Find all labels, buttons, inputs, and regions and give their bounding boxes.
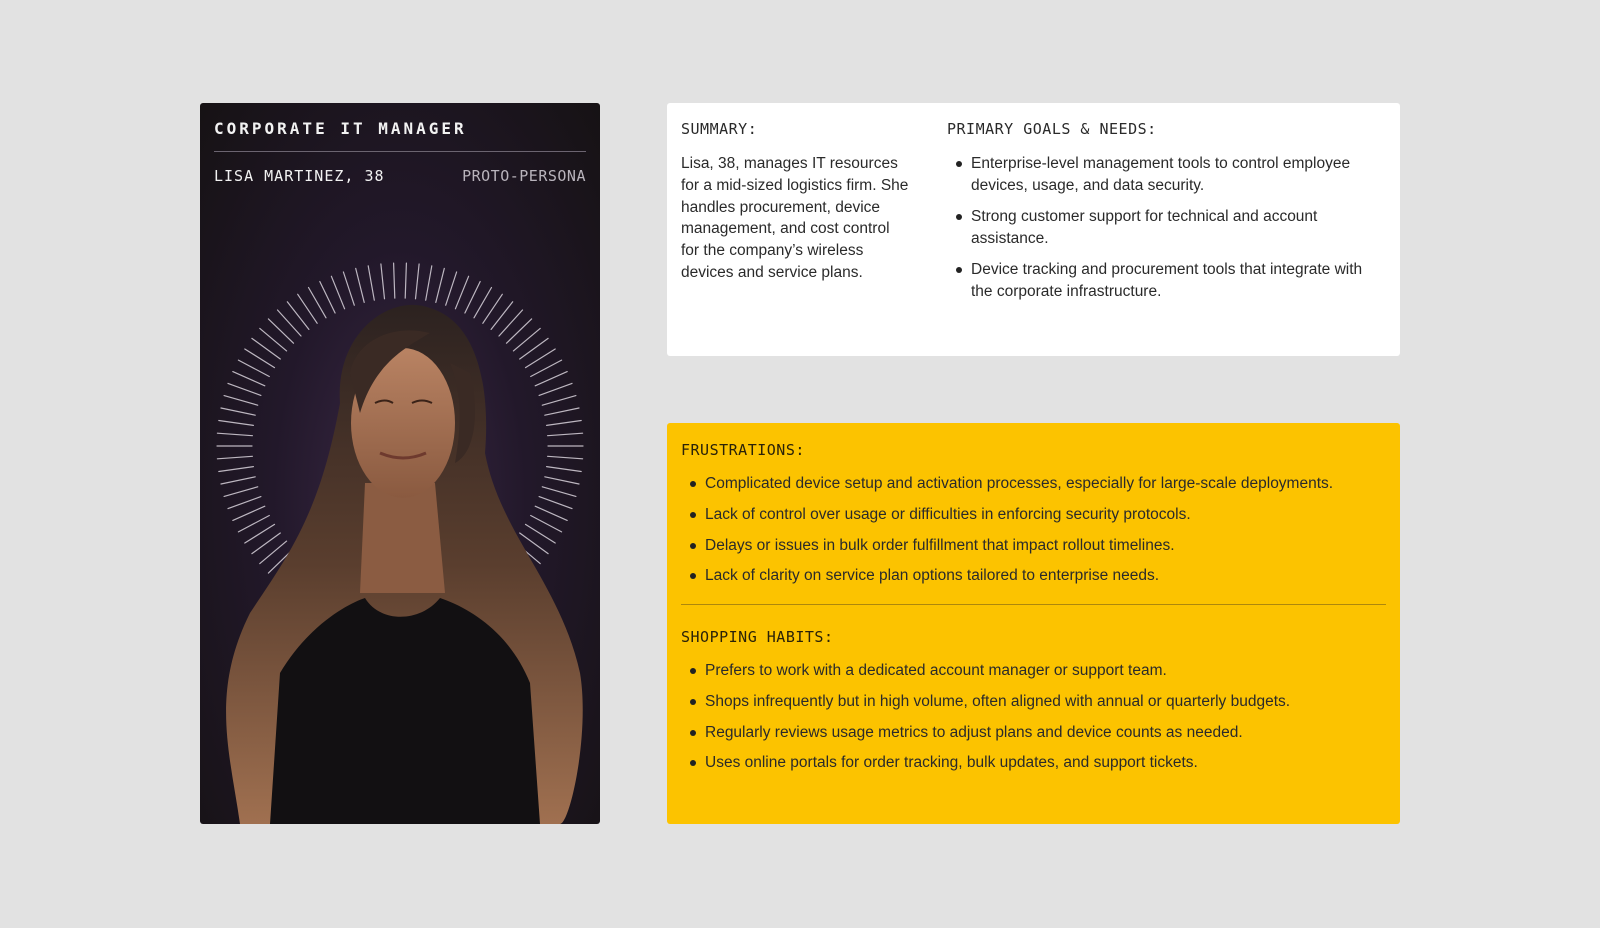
- sunburst-ray: [238, 516, 269, 532]
- sunburst-ray: [547, 467, 582, 472]
- sunburst-ray: [405, 263, 406, 298]
- sunburst-ray: [217, 433, 252, 436]
- portrait-neck: [360, 483, 445, 593]
- sunburst-ray: [381, 264, 385, 299]
- habits-list: [681, 660, 1391, 783]
- sunburst-ray: [542, 487, 576, 497]
- sunburst-ray: [233, 372, 265, 386]
- sunburst-ray: [446, 272, 457, 305]
- sunburst-ray: [394, 263, 395, 298]
- sunburst-ray: [219, 421, 254, 426]
- habits-heading: SHOPPING HABITS:: [681, 628, 834, 646]
- sunburst-ray: [217, 456, 252, 459]
- sunburst-ray: [238, 360, 269, 376]
- persona-title: CORPORATE IT MANAGER: [214, 119, 467, 138]
- persona-name: LISA MARTINEZ, 38: [214, 167, 385, 185]
- habit-item: Regularly reviews usage metrics to adjust plans and device counts as needed.: [681, 722, 1391, 744]
- goals-list: [947, 153, 1387, 312]
- habit-item: Uses online portals for order tracking, bulk updates, and support tickets.: [681, 752, 1391, 774]
- sunburst-ray: [539, 497, 572, 509]
- goal-item: Device tracking and procurement tools that integrate with the corporate infrastructure.: [947, 259, 1387, 303]
- frustrations-card: [667, 423, 1400, 824]
- sunburst-ray: [545, 477, 579, 484]
- sunburst-ray: [426, 266, 432, 300]
- sunburst-ray: [455, 276, 468, 309]
- sunburst-ray: [221, 408, 255, 415]
- frustration-item: Lack of clarity on service plan options tailored to enterprise needs.: [681, 565, 1391, 587]
- goals-heading: PRIMARY GOALS & NEEDS:: [947, 120, 1157, 138]
- sunburst-ray: [228, 497, 261, 509]
- sunburst-ray: [465, 282, 480, 314]
- summary-text: Lisa, 38, manages IT resources for a mid-sized logistics firm. She handles procurement, device management, and cost control for the company’s wireless devices and service plans.: [681, 155, 909, 281]
- frustrations-list: [681, 473, 1391, 596]
- frustration-item: Lack of control over usage or difficulties in enforcing security protocols.: [681, 504, 1391, 526]
- persona-type-label: PROTO-PERSONA: [462, 167, 586, 185]
- sunburst-ray: [547, 421, 582, 426]
- sunburst-ray: [233, 506, 265, 520]
- frustrations-heading: FRUSTRATIONS:: [681, 441, 805, 459]
- sunburst-ray: [320, 282, 335, 314]
- goal-item: Strong customer support for technical and account assistance.: [947, 206, 1387, 250]
- sunburst-ray: [548, 456, 583, 459]
- sunburst-ray: [221, 477, 255, 484]
- sunburst-ray: [224, 396, 258, 406]
- sunburst-ray: [542, 396, 576, 406]
- sunburst-ray: [416, 264, 420, 299]
- sunburst-ray: [436, 268, 445, 302]
- sunburst-ray: [228, 383, 261, 395]
- sunburst-ray: [535, 506, 567, 520]
- sunburst-ray: [531, 516, 562, 532]
- sunburst-ray: [224, 487, 258, 497]
- sunburst-ray: [539, 383, 572, 395]
- sunburst-ray: [548, 433, 583, 436]
- sunburst-ray: [343, 272, 354, 305]
- section-divider: [681, 604, 1386, 605]
- persona-card: [200, 103, 600, 824]
- habit-item: Shops infrequently but in high volume, often aligned with annual or quarterly budgets.: [681, 691, 1391, 713]
- sunburst-ray: [368, 266, 374, 300]
- summary-card: [667, 103, 1400, 356]
- persona-divider: [214, 151, 586, 152]
- goal-item: Enterprise-level management tools to control employee devices, usage, and data security.: [947, 153, 1387, 197]
- habit-item: Prefers to work with a dedicated account manager or support team.: [681, 660, 1391, 682]
- sunburst-ray: [219, 467, 254, 472]
- sunburst-ray: [356, 268, 365, 302]
- sunburst-ray: [545, 408, 579, 415]
- sunburst-ray: [535, 372, 567, 386]
- frustration-item: Complicated device setup and activation processes, especially for large-scale deployments.: [681, 473, 1391, 495]
- sunburst-ray: [531, 360, 562, 376]
- sunburst-ray: [331, 276, 344, 309]
- summary-heading: SUMMARY:: [681, 120, 758, 138]
- frustration-item: Delays or issues in bulk order fulfillment that impact rollout timelines.: [681, 535, 1391, 557]
- persona-portrait: [200, 253, 600, 824]
